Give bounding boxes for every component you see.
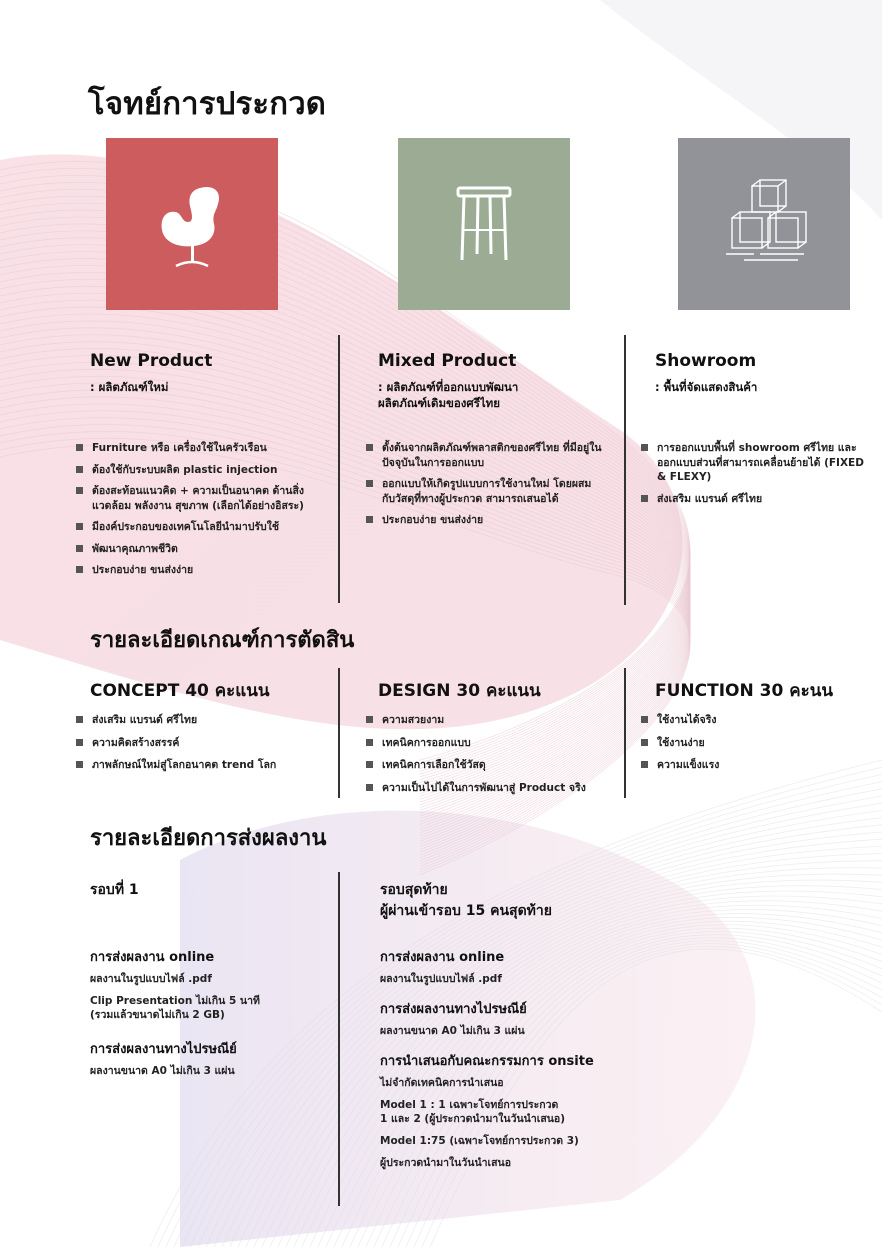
list-item: Furniture หรือ เครื่องใช้ในครัวเรือน (76, 441, 326, 456)
post-heading: การส่งผลงานทางไปรษณีย์ (380, 1002, 527, 1017)
mixed-product-tile (398, 138, 570, 310)
page-title: โจทย์การประกวด (88, 86, 327, 122)
category-title: New Product (90, 351, 213, 371)
category-subtitle: : ผลิตภัณฑ์ที่ออกแบบพัฒนา ผลิตภัณฑ์เดิมของศรีไทย (378, 380, 519, 410)
onsite-line: Model 1 : 1 เฉพาะโจทย์การประกวด (380, 1099, 559, 1111)
post-line: ผลงานขนาด A0 ไม่เกิน 3 แผ่น (380, 1025, 525, 1037)
final-round-block (380, 880, 680, 1170)
list-item: ประกอบง่าย ขนส่งง่าย (366, 513, 602, 528)
post-heading: การส่งผลงานทางไปรษณีย์ (90, 1042, 237, 1057)
post-line: ผลงานขนาด A0 ไม่เกิน 3 แผ่น (90, 1065, 235, 1077)
showroom-list (641, 441, 871, 506)
round-title: รอบสุดท้าย (380, 882, 448, 898)
new-product-column (90, 351, 330, 395)
list-item: เทคนิคการออกแบบ (366, 736, 616, 751)
round-1-block (90, 880, 330, 1078)
list-item: ส่งเสริม แบรนด์ ศรีไทย (641, 492, 871, 507)
list-item: ต้องใช้กับระบบผลิต plastic injection (76, 463, 326, 478)
divider-3 (338, 668, 340, 798)
divider-4 (624, 668, 626, 798)
divider-5 (338, 872, 340, 1206)
list-item: ประกอบง่าย ขนส่งง่าย (76, 563, 326, 578)
concept-list (76, 713, 326, 773)
onsite-heading: การนำเสนอกับคณะกรรมการ onsite (380, 1054, 594, 1069)
list-item: การออกแบบพื้นที่ showroom ศรีไทย และออกแบบส่วนที่สามารถเคลื่อนย้ายได้ (FIXED & FLEXY) (641, 441, 871, 485)
list-item: ความแข็งแรง (641, 758, 861, 773)
onsite-line: ไม่จำกัดเทคนิคการนำเสนอ (380, 1077, 504, 1089)
design-list (366, 713, 616, 795)
list-item: เทคนิคการเลือกใช้วัสดุ (366, 758, 616, 773)
cubes-icon (714, 174, 814, 274)
concept-title: CONCEPT 40 คะแนน (90, 681, 270, 701)
divider-1 (338, 335, 340, 603)
round-title: รอบที่ 1 (90, 882, 139, 898)
category-title: Showroom (655, 351, 757, 371)
online-line: ผลงานในรูปแบบไฟล์ .pdf (90, 973, 212, 985)
criteria-title: รายละเอียดเกณฑ์การตัดสิน (90, 628, 355, 653)
new-product-list (76, 441, 326, 578)
online-heading: การส่งผลงาน online (380, 950, 505, 965)
design-title: DESIGN 30 คะแนน (378, 681, 541, 701)
category-title: Mixed Product (378, 351, 517, 371)
new-product-tile (106, 138, 278, 310)
list-item: ต้องสะท้อนแนวคิด + ความเป็นอนาคต ด้านสิ่งแวดล้อม พลังงาน สุขภาพ (เลือกได้อย่างอิสระ) (76, 484, 326, 513)
list-item: ออกแบบให้เกิดรูปแบบการใช้งานใหม่ โดยผสมกับวัสดุที่ทางผู้ประกวด สามารถเสนอได้ (366, 477, 602, 506)
showroom-column (655, 351, 855, 395)
mixed-product-column (378, 351, 598, 411)
list-item: ตั้งต้นจากผลิตภัณฑ์พลาสติกของศรีไทย ที่มีอยู่ในปัจจุบันในการออกแบบ (366, 441, 602, 470)
online-line: (รวมแล้วขนาดไม่เกิน 2 GB) (90, 1009, 225, 1021)
function-list (641, 713, 861, 773)
list-item: ความสวยงาม (366, 713, 616, 728)
stool-icon (434, 174, 534, 274)
online-line: ผลงานในรูปแบบไฟล์ .pdf (380, 973, 502, 985)
online-heading: การส่งผลงาน online (90, 950, 215, 965)
mixed-product-list (366, 441, 602, 528)
showroom-tile (678, 138, 850, 310)
function-title: FUNCTION 30 คะนน (655, 681, 833, 701)
list-item: มีองค์ประกอบของเทคโนโลยีนำมาปรับใช้ (76, 520, 326, 535)
list-item: ใช้งานง่าย (641, 736, 861, 751)
onsite-line: 1 และ 2 (ผู้ประกวดนำมาในวันนำเสนอ) (380, 1113, 566, 1125)
list-item: พัฒนาคุณภาพชีวิต (76, 542, 326, 557)
category-subtitle: : พื้นที่จัดแสดงสินค้า (655, 380, 758, 394)
egg-chair-icon (142, 174, 242, 274)
list-item: ความคิดสร้างสรรค์ (76, 736, 326, 751)
list-item: ส่งเสริม แบรนด์ ศรีไทย (76, 713, 326, 728)
category-subtitle: : ผลิตภัณฑ์ใหม่ (90, 380, 169, 394)
submission-title: รายละเอียดการส่งผลงาน (90, 826, 327, 851)
list-item: ภาพลักษณ์ใหม่สู่โลกอนาคต trend โลก (76, 758, 326, 773)
list-item: ความเป็นไปได้ในการพัฒนาสู่ Product จริง (366, 781, 616, 796)
list-item: ใช้งานได้จริง (641, 713, 861, 728)
onsite-line: Model 1:75 (เฉพาะโจทย์การประกวด 3) (380, 1135, 579, 1147)
divider-2 (624, 335, 626, 605)
online-line: Clip Presentation ไม่เกิน 5 นาที (90, 995, 260, 1007)
onsite-line: ผู้ประกวดนำมาในวันนำเสนอ (380, 1157, 511, 1169)
round-subtitle: ผู้ผ่านเข้ารอบ 15 คนสุดท้าย (380, 903, 552, 919)
